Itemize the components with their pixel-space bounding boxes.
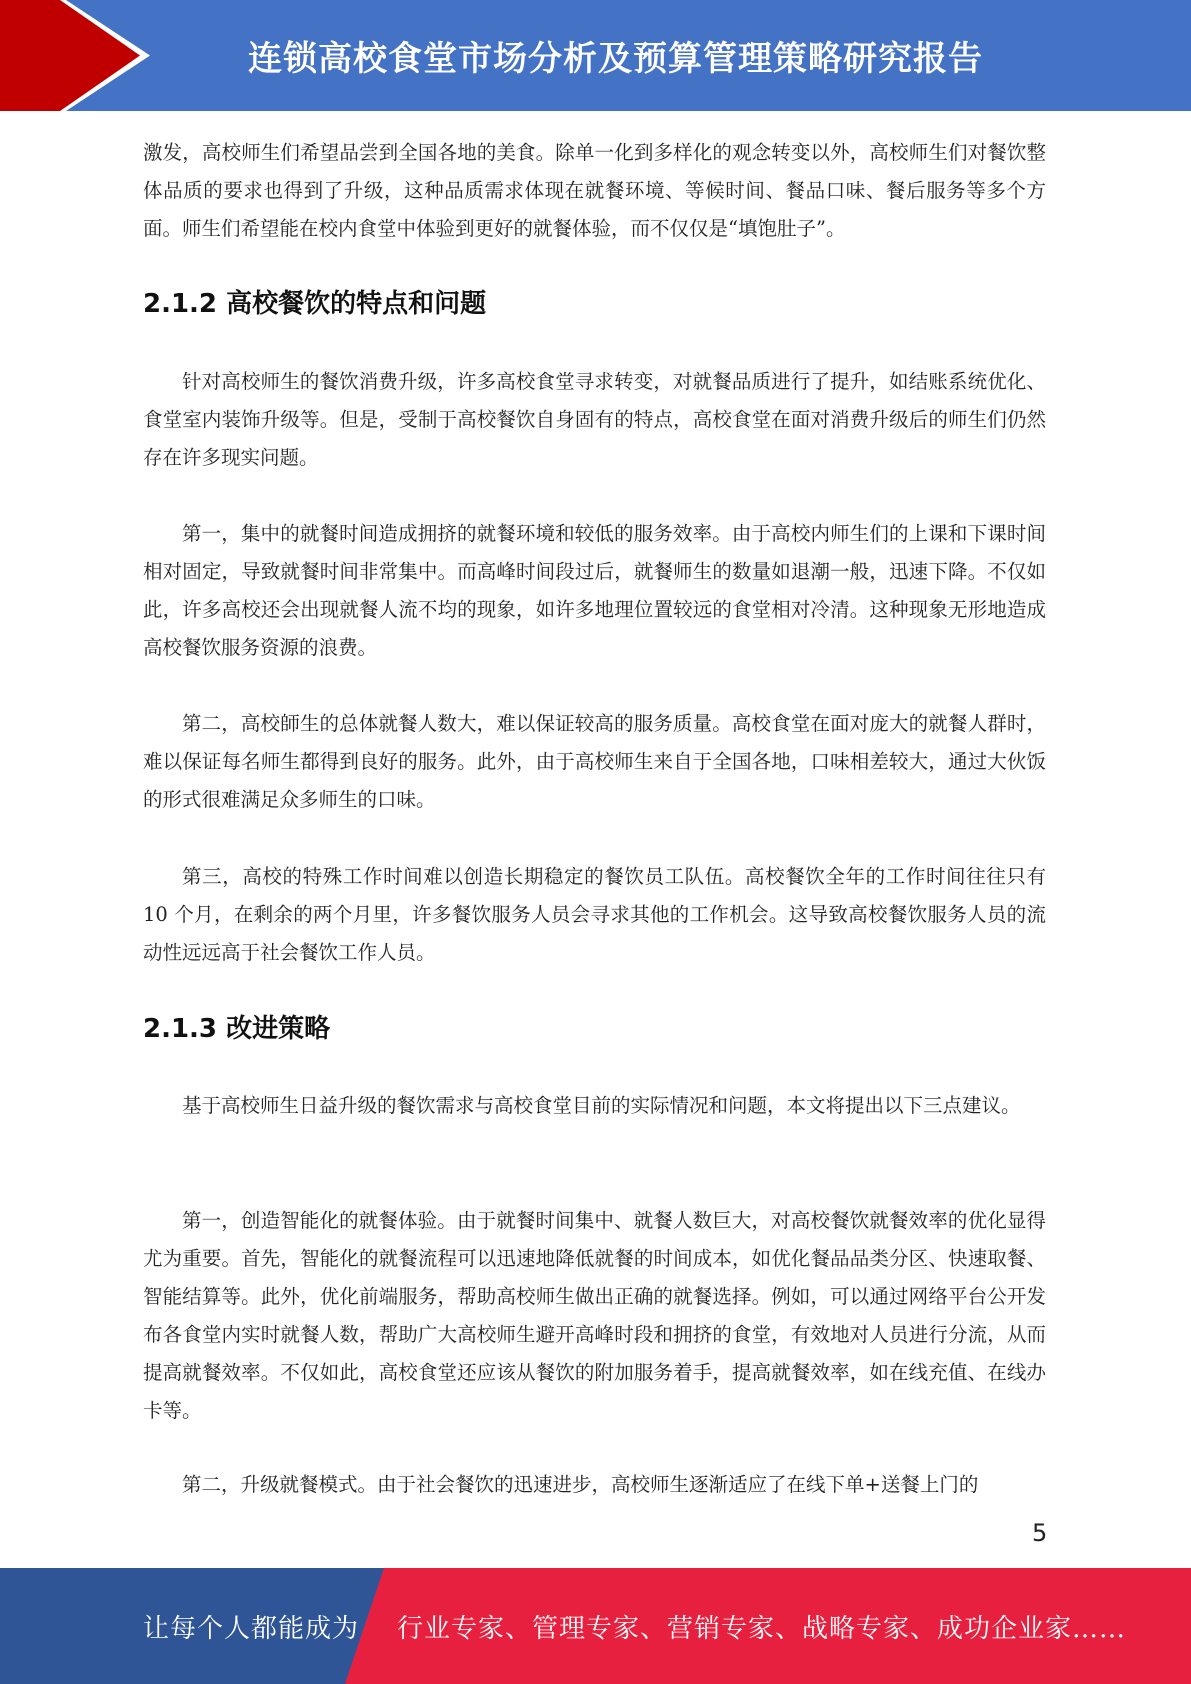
paragraph: 第一，创造智能化的就餐体验。由于就餐时间集中、就餐人数巨大，对高校餐饮就餐效率的优化显得尤为重要。首先，智能化的就餐流程可以迅速地降低就餐的时间成本，如优化餐品品类分区、快速取餐、智能结算等。此外，优化前端服务，帮助高校师生做出正确的就餐选择。例如，可以通过网络平台公开发布各食堂内实时就餐人数，帮助广大高校师生避开高峰时段和拥挤的食堂，有效地对人员进行分流，从而提高就餐效率。不仅如此，高校食堂还应该从餐饮的附加服务着手，提高就餐效率，如在线充值、在线办卡等。 [143, 1209, 1046, 1422]
report-title: 连锁高校食堂市场分析及预算管理策略研究报告 [248, 39, 983, 79]
paragraph: 第二，高校師生的总体就餐人数大，难以保证较高的服务质量。高校食堂在面对庞大的就餐人群时，难以保证每名师生都得到良好的服务。此外，由于高校师生来自于全国各地，口味相差较大，通过大伙饭的形式很难满足众多师生的口味。 [143, 712, 1046, 811]
footer-slogan-right: 行业专家、管理专家、营销专家、战略专家、成功企业家…… [397, 1613, 1127, 1644]
footer-slogan-left: 让每个人都能成为 [143, 1613, 360, 1644]
paragraph: 激发，高校师生们希望品尝到全国各地的美食。除单一化到多样化的观念转变以外，高校师生们对餐饮整体品质的要求也得到了升级，这种品质需求体现在就餐环境、等候时间、餐品口味、餐后服务等多个方面。师生们希望能在校内食堂中体验到更好的就餐体验，而不仅仅是“填饱肚子”。 [143, 141, 1046, 240]
paragraph: 基于高校师生日益升级的餐饮需求与高校食堂目前的实际情况和问题，本文将提出以下三点建议。 [182, 1094, 1021, 1117]
paragraph: 第一，集中的就餐时间造成拥挤的就餐环境和较低的服务效率。由于高校内师生们的上课和下课时间相对固定，导致就餐时间非常集中。而高峰时间段过后，就餐师生的数量如退潮一般，迅速下降。不仅如此，许多高校还会出现就餐人流不均的现象，如许多地理位置较远的食堂相对冷清。这种现象无形地造成高校餐饮服务资源的浪费。 [143, 522, 1046, 659]
paragraph: 第三，高校的特殊工作时间难以创造长期稳定的餐饮员工队伍。高校餐饮全年的工作时间往往只有 10 个月，在剩余的两个月里，许多餐饮服务人员会寻求其他的工作机会。这导致高校餐饮服务人员的流动性远远高于社会餐饮工作人员。 [143, 865, 1046, 964]
header-red-arrow-decoration [0, 0, 150, 111]
section-heading-2-1-3: 2.1.3 改进策略 [143, 1014, 331, 1044]
paragraph: 第二，升级就餐模式。由于社会餐饮的迅速进步，高校师生逐渐适应了在线下单+送餐上门的 [182, 1473, 979, 1496]
header-banner [0, 0, 1191, 111]
paragraph: 针对高校师生的餐饮消费升级，许多高校食堂寻求转变，对就餐品质进行了提升，如结账系统优化、食堂室内装饰升级等。但是，受制于高校餐饮自身固有的特点，高校食堂在面对消费升级后的师生们仍然存在许多现实问题。 [143, 370, 1046, 469]
section-heading-2-1-2: 2.1.2 高校餐饮的特点和问题 [143, 289, 487, 319]
footer-banner [0, 1568, 1191, 1684]
page-number: 5 [1032, 1519, 1048, 1547]
